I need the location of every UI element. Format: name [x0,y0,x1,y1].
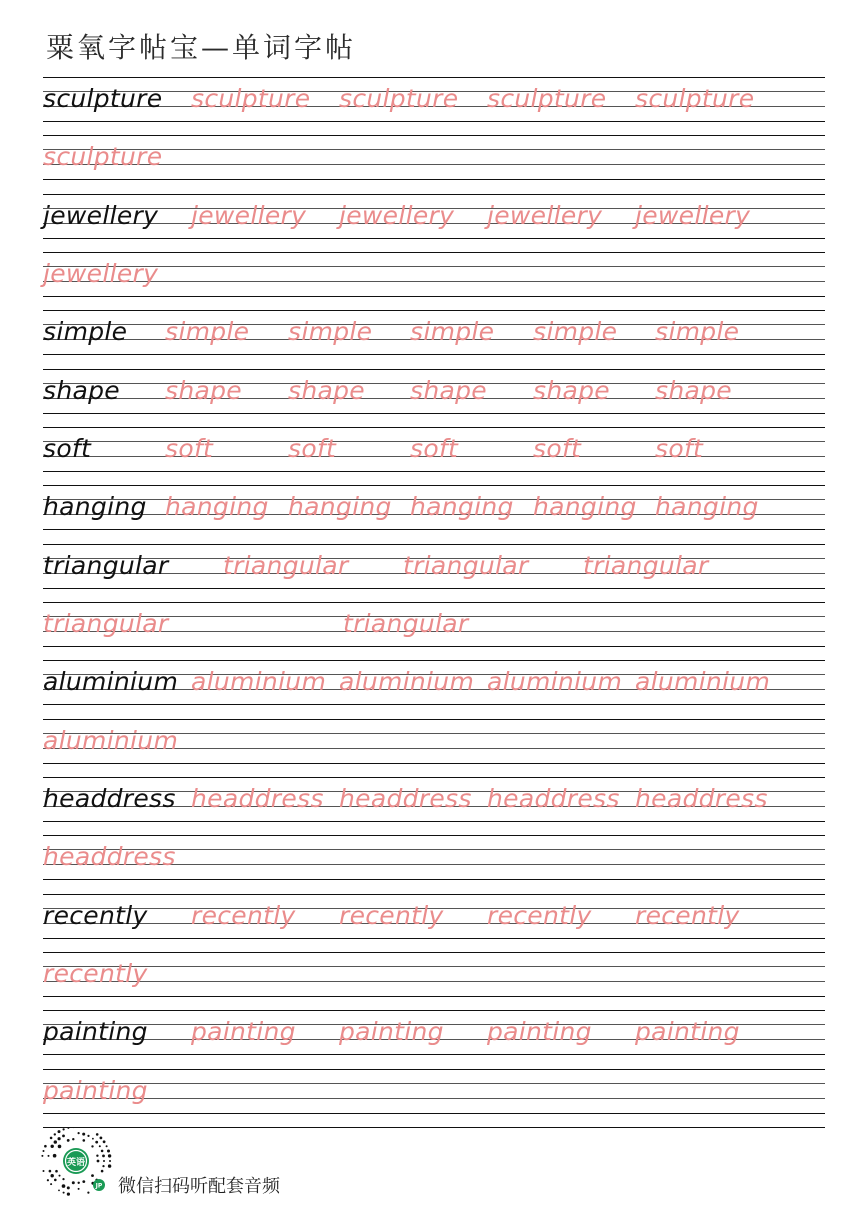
trace-word: aluminium [191,667,327,697]
word-group [43,956,825,996]
trace-word: hanging [655,492,759,522]
trace-word: triangular [223,550,349,580]
trace-word: recently [635,900,740,930]
ruling-line [43,660,825,661]
word-group [43,373,825,413]
trace-word: triangular [343,608,469,638]
ruling-line [43,1069,825,1070]
footer [40,1127,440,1199]
trace-word: jewellery [339,200,455,230]
trace-word: simple [288,317,373,347]
trace-word: triangular [43,608,169,638]
trace-word: painting [191,1017,296,1047]
trace-word: recently [339,900,444,930]
practice-line [43,777,825,835]
ruling-line [43,369,825,370]
ruling-line [43,952,825,953]
model-word: soft [43,433,92,463]
ruling-line [43,588,825,589]
trace-word: simple [165,317,250,347]
ruling-line [43,427,825,428]
word-group [43,1014,825,1054]
word-group [43,1073,825,1113]
ruling-line [43,938,825,939]
model-word: sculpture [43,84,163,113]
practice-line [43,602,825,660]
trace-word: painting [43,1075,148,1105]
ruling-line [43,252,825,253]
ruling-line [43,894,825,895]
trace-word: hanging [533,492,637,522]
practice-line [43,135,825,193]
practice-line [43,194,825,252]
word-group [43,664,825,704]
model-word: simple [43,317,128,347]
qr-badge-label: 英语 [66,1158,86,1168]
ruling-line [43,821,825,822]
handwriting-sheet [43,77,825,1129]
page-title: 粟氧字帖宝—单词字帖 [46,31,357,64]
model-word: hanging [43,492,147,522]
word-group [43,839,825,879]
ruling-line [43,121,825,122]
practice-line [43,1010,825,1068]
ruling-line [43,544,825,545]
trace-word: painting [635,1017,740,1047]
practice-line [43,1069,825,1127]
trace-word: jewellery [635,200,751,230]
word-group [43,548,825,588]
practice-line [43,719,825,777]
word-group [43,81,825,121]
trace-word: sculpture [487,84,607,113]
ruling-line [43,194,825,195]
practice-line [43,485,825,543]
ruling-line [43,238,825,239]
model-word: aluminium [43,667,179,697]
trace-word: recently [487,900,592,930]
trace-word: aluminium [339,667,475,697]
ruling-line [43,704,825,705]
trace-word: shape [410,375,487,405]
practice-line [43,252,825,310]
trace-word: hanging [165,492,269,522]
ruling-line [43,879,825,880]
practice-line [43,369,825,427]
ruling-line [43,777,825,778]
practice-line [43,310,825,368]
trace-word: soft [410,433,459,463]
ruling-line [43,296,825,297]
ruling-line [43,310,825,311]
ruling-line [43,996,825,997]
trace-word: jewellery [487,200,603,230]
trace-word: aluminium [487,667,623,697]
word-group [43,781,825,821]
ruling-line [43,529,825,530]
scan-instruction: 微信扫码听配套音频 [118,1176,280,1197]
qr-corner-label: JP [95,1182,103,1190]
trace-word: shape [533,375,610,405]
practice-line [43,952,825,1010]
ruling-line [43,763,825,764]
ruling-line [43,485,825,486]
ruling-line [43,354,825,355]
model-word: jewellery [43,200,159,230]
ruling-line [43,471,825,472]
trace-word: painting [487,1017,592,1047]
word-group [43,723,825,763]
word-group [43,898,825,938]
trace-word: hanging [410,492,514,522]
word-group [43,139,825,179]
word-group [43,489,825,529]
trace-word: recently [43,958,148,988]
ruling-line [43,413,825,414]
ruling-line [43,1054,825,1055]
trace-word: shape [288,375,365,405]
trace-word: recently [191,900,296,930]
model-word: recently [43,900,148,930]
trace-word: headdress [339,783,472,813]
trace-word: painting [339,1017,444,1047]
ruling-line [43,646,825,647]
practice-line [43,544,825,602]
practice-line [43,660,825,718]
ruling-line [43,1010,825,1011]
trace-word: simple [410,317,495,347]
trace-word: aluminium [43,725,179,755]
practice-line [43,894,825,952]
trace-word: sculpture [339,84,459,113]
ruling-line [43,135,825,136]
qr-code-icon[interactable] [40,1127,112,1199]
trace-word: headdress [635,783,768,813]
trace-word: shape [165,375,242,405]
practice-line [43,835,825,893]
trace-word: triangular [583,550,709,580]
trace-word: headdress [191,783,324,813]
trace-word: sculpture [635,84,755,113]
trace-word: simple [655,317,740,347]
trace-word: simple [533,317,618,347]
trace-word: soft [533,433,582,463]
trace-word: jewellery [191,200,307,230]
ruling-line [43,179,825,180]
trace-word: headdress [43,842,176,872]
ruling-line [43,77,825,78]
ruling-line [43,1113,825,1114]
trace-word: hanging [288,492,392,522]
word-group [43,606,825,646]
word-group [43,198,825,238]
model-word: headdress [43,783,176,813]
trace-word: triangular [403,550,529,580]
trace-word: headdress [487,783,620,813]
practice-line [43,77,825,135]
trace-word: soft [165,433,214,463]
trace-word: soft [655,433,704,463]
ruling-line [43,719,825,720]
word-group [43,256,825,296]
word-group [43,431,825,471]
trace-word: aluminium [635,667,771,697]
trace-word: sculpture [43,142,163,172]
model-word: triangular [43,550,169,580]
practice-line [43,427,825,485]
trace-word: shape [655,375,732,405]
model-word: shape [43,375,120,405]
word-group [43,314,825,354]
trace-word: soft [288,433,337,463]
trace-word: sculpture [191,84,311,113]
trace-word: jewellery [43,258,159,288]
model-word: painting [43,1017,148,1047]
ruling-line [43,835,825,836]
ruling-line [43,602,825,603]
